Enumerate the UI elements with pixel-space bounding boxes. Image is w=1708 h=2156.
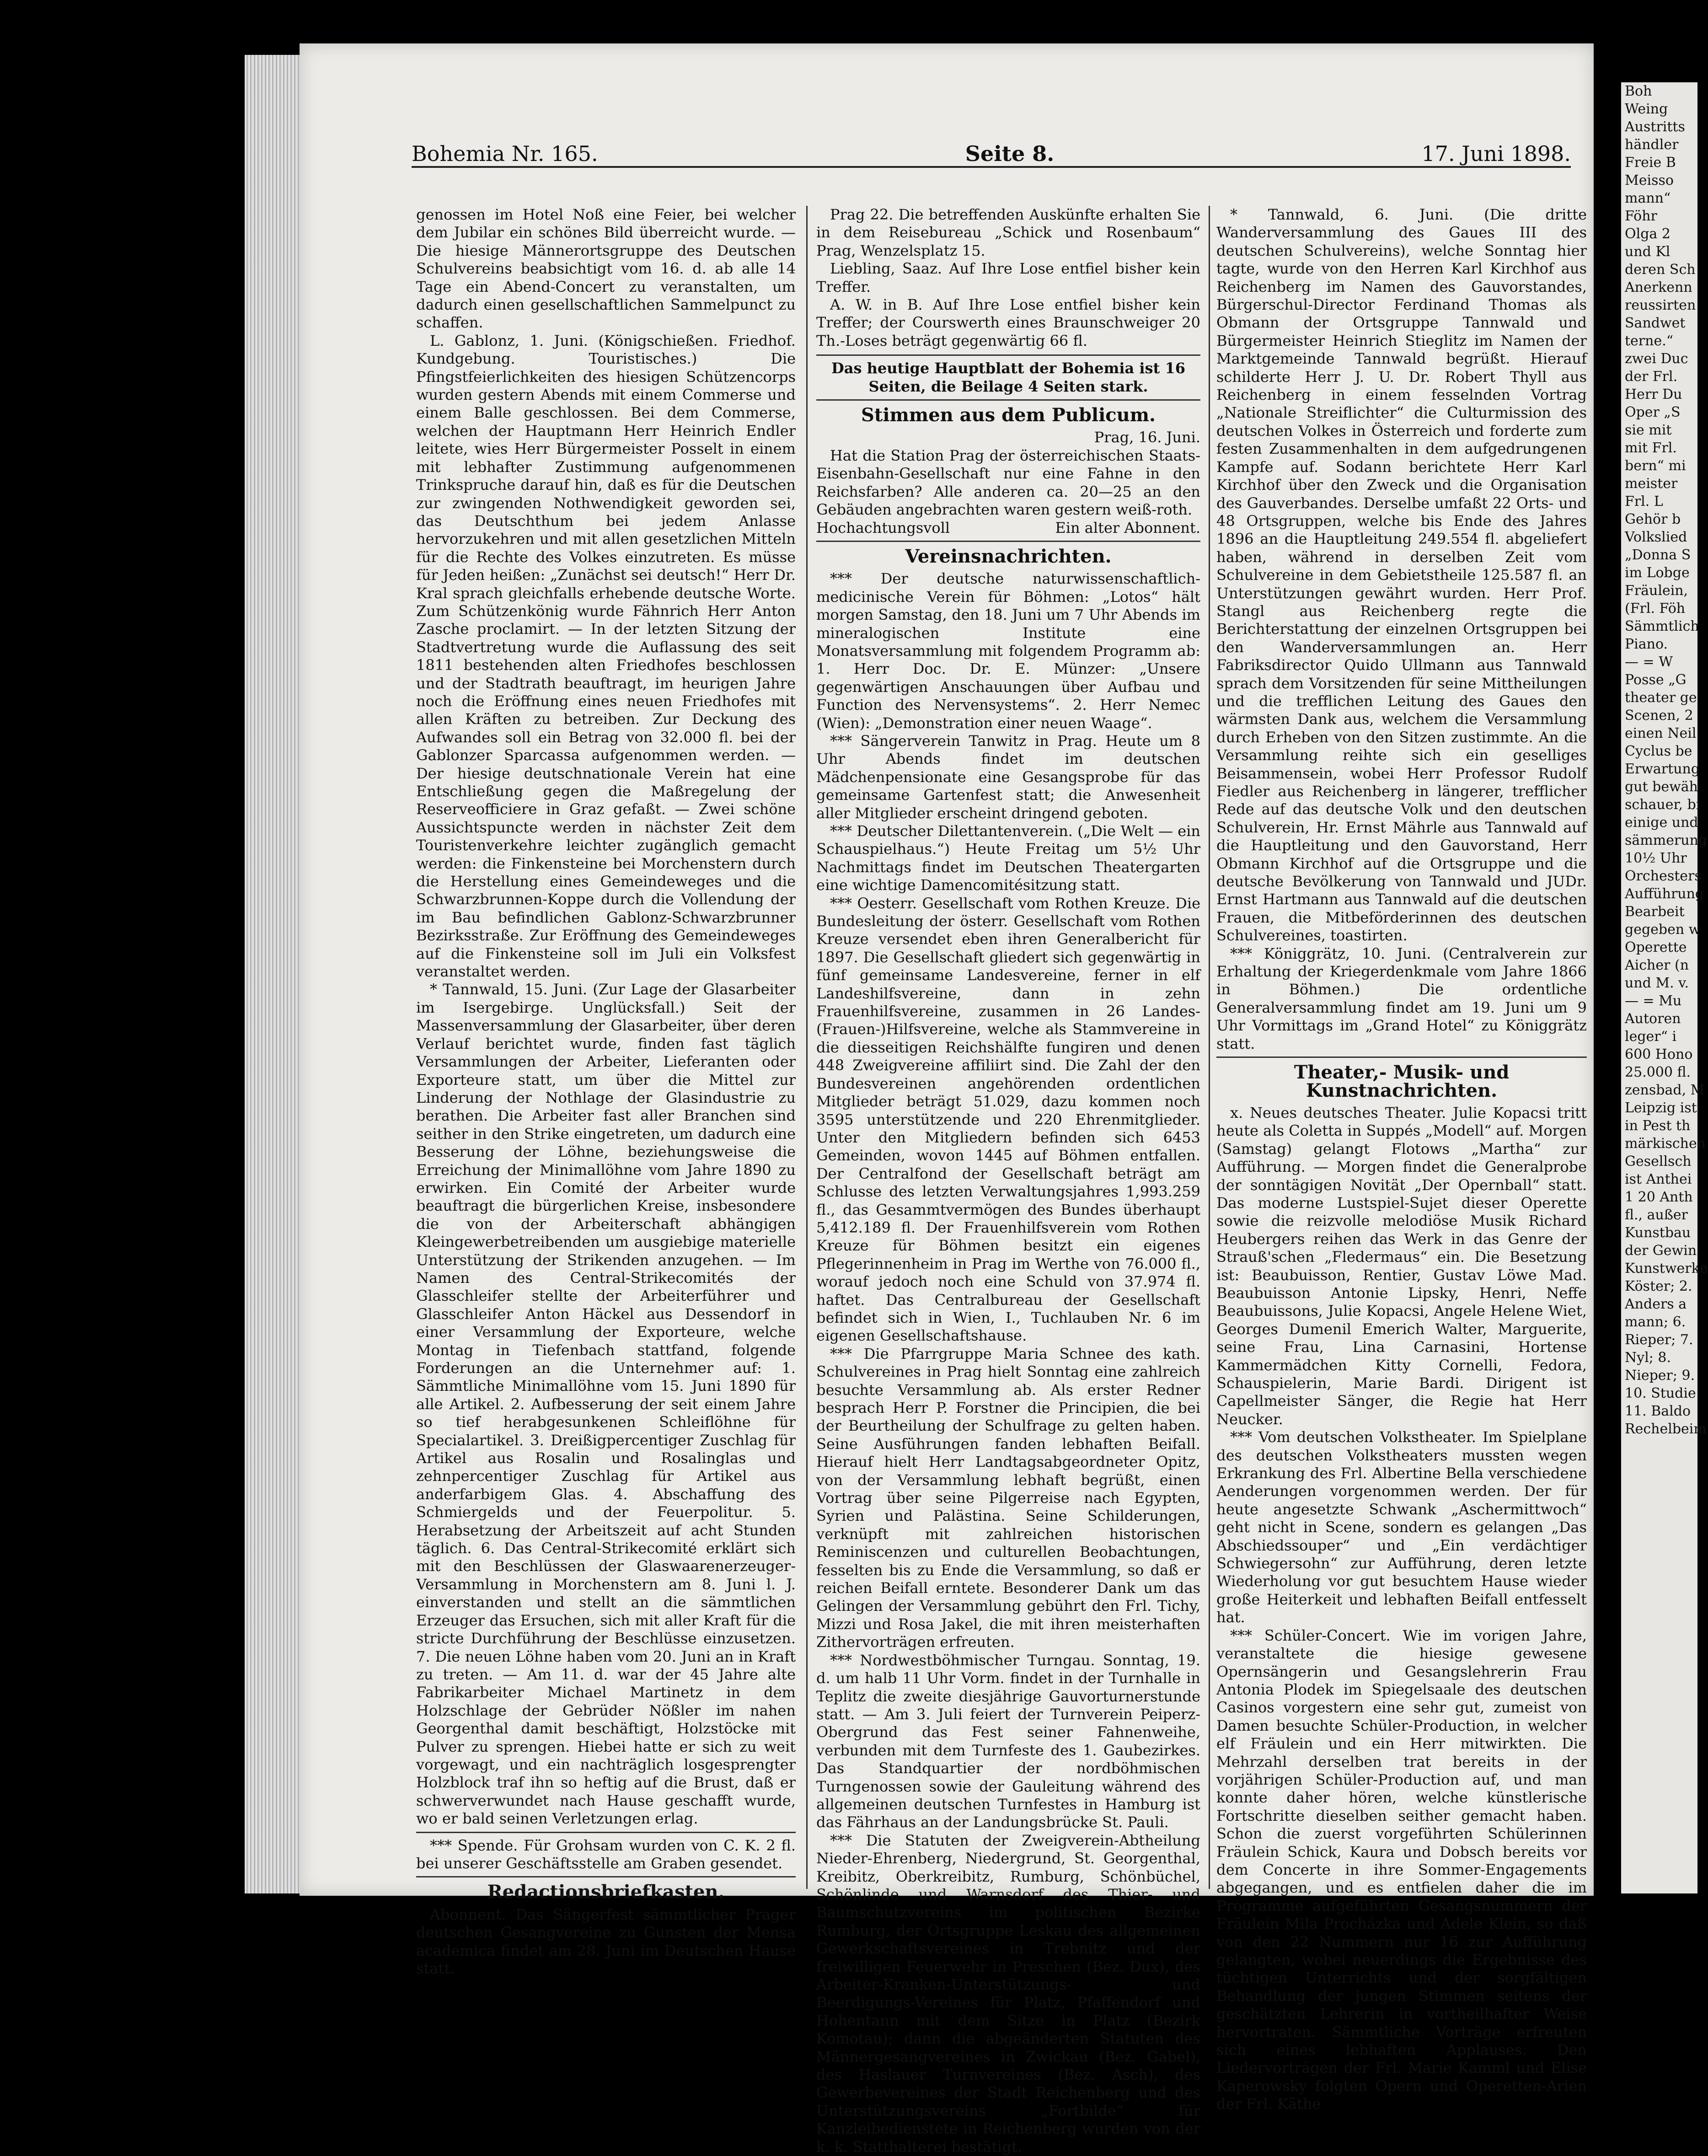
adjacent-page-line: Rieper; 7. [1625,1332,1693,1348]
article-volkstheater: *** Vom deutschen Volkstheater. Im Spielplane des deutschen Volkstheaters mussten wegen Erkrankung des Frl. Albertine Bella verschiedene Aenderungen vorgenommen werden. Der für heute angesetzte Schwank „Aschermittwoch“ geht nicht in Scene, sondern es gelangen „Das Abschiedssouper“ und „Ein verdächtiger Schwiegersohn“ zur Aufführung, deren letzte Wiederholung vor gut besuchtem Hause wieder große Heiterkeit und lebhaften Beifall entfesselt hat. [1216,1428,1587,1626]
column-1 [416,206,796,1977]
adjacent-page-line: einige und [1625,815,1698,831]
article-lotos: *** Der deutsche naturwissenschaftlich-medicinische Verein für Böhmen: „Lotos“ hält morgen Samstag, den 18. Juni um 7 Uhr Abends im mineralogischen Institute eine Monatsversammlung mit folgendem Programm ab: 1. Herr Doc. Dr. E. Münzer: „Unsere gegenwärtigen Anschauungen über Aufbau und Function des Nervensystems“. 2. Herr Nemec (Wien): „Demonstration einer neuen Waage“. [816,570,1200,732]
article-saengerverein: *** Sängerverein Tanwitz in Prag. Heute um 8 Uhr Abends findet im deutschen Mädchenpensionate eine Gesangsprobe für das gemeinsame Gartenfest statt; die Anwesenheit aller Mitglieder erscheint dringend geboten. [816,732,1200,822]
notice-page-count: Das heutige Hauptblatt der Bohemia ist 16 Seiten, die Beilage 4 Seiten stark. [816,354,1200,401]
letter-prag-22: Prag 22. Die betreffenden Auskünfte erhalten Sie in dem Reisebureau „Schick und Rosenbaum“ Prag, Wenzelsplatz 15. [816,206,1200,259]
adjacent-page-line: Gesellsch [1625,1153,1692,1169]
adjacent-page-line: Posse „G [1625,672,1687,688]
column-2 [816,206,1200,2156]
letter-aw-in-b: A. W. in B. Auf Ihre Lose entfiel bisher kein Treffer; der Courswerth eines Braunschweiger 20 Th.-Loses beträgt gegenwärtig 66 fl. [816,296,1200,349]
article-turngau: *** Nordwestböhmischer Turngau. Sonntag, 19. d. um halb 11 Uhr Vorm. findet in der Turnhalle in Teplitz die zweite diesjährige Gauvorturnerstunde statt. — Am 3. Juli feiert der Turnverein Peiperz-Obergrund das Fest seiner Fahnenweihe, verbunden mit dem Turnfeste des 1. Gaubezirkes. Das Standquartier der nordböhmischen Turngenossen sowie der Gauleitung während des allgemeinen deutschen Turnfestes in Hamburg ist das Fährhaus an der Landungsbrücke St. Pauli. [816,1651,1200,1831]
article-koeniggraetz: *** Königgrätz, 10. Juni. (Centralverein zur Erhaltung der Kriegerdenkmale vom Jahre 1866 in Böhmen.) Die ordentliche Generalversammlung findet am 19. Juni um 9 Uhr Vormittags im „Grand Hotel“ zu Königgrätz statt. [1216,944,1587,1052]
adjacent-page-line: gegeben w [1625,922,1701,938]
adjacent-page-line: im Lobge [1625,565,1690,581]
heading-redactionsbriefkasten: Redactionsbriefkasten. [487,1881,725,1903]
heading-vereinsnachrichten: Vereinsnachrichten. [905,545,1112,567]
dateline: Prag, 16. Juni. [1094,429,1200,446]
article-statuten: *** Die Statuten der Zweigverein-Abtheilung Nieder-Ehrenberg, Niedergrund, St. Georgenthal, Kreibitz, Oberkreibitz, Rumburg, Schönbüchel, Schönlinde und Warnsdorf des Thier- und Baumschutzvereins im politischen Bezirke Rumburg, der Ortsgruppe Leskau des allgemeinen Gewerkschaftsvereines in Trebnitz und der freiwilligen Feuerwehr in Preschen (Bez. Dux), des Arbeiter-Kranken-Unterstützungs- und Beerdigungs-Vereines für Platz, Pfaffendorf und Hohentann mit dem Sitze in Platz (Bezirk Komotau); dann die abgeänderten Statuten des Männergesangvereines in Zwickau (Bez. Gabel), des Haslauer Turnvereines (Bez. Asch), des Gewerbevereines der Stadt Reichenberg und des Unterstützungsvereins „Fortbilde“ für Kanzleibedienstete in Reichenberg wurden von der k. k. Statthalterei bestätigt. [816,1831,1200,2156]
signature-right: Ein alter Abonnent. [1055,519,1200,536]
adjacent-page-line: Erwartung [1625,761,1700,777]
header-page-number: Seite 8. [965,141,1055,166]
letter-signature [816,519,1200,537]
adjacent-page-line: Sandwet [1625,315,1686,331]
adjacent-page-line: und M. v. [1625,975,1689,991]
adjacent-page-line: Anders a [1625,1296,1687,1312]
adjacent-page-line: gut bewäh [1625,779,1698,795]
adjacent-page-line: Sämmtlich [1625,618,1699,634]
adjacent-page-line: Olga 2 [1625,226,1671,242]
adjacent-page-line: meister [1625,476,1678,492]
adjacent-page-line: Boh [1625,83,1652,99]
divider [416,1876,796,1877]
adjacent-page-line: Freie B [1625,155,1676,171]
column-rule [1209,206,1210,1889]
article-spende: *** Spende. Für Grohsam wurden von C. K. 2 fl. bei unserer Geschäftsstelle am Graben gesendet. [416,1836,796,1872]
adjacent-page-line: — = Mu [1625,993,1682,1009]
adjacent-page-line: bern“ mi [1625,458,1686,474]
article-rothes-kreuz: *** Oesterr. Gesellschaft vom Rothen Kreuze. Die Bundesleitung der österr. Gesellschaft vom Rothen Kreuze versendet eben ihren Generalbericht für 1897. Die Gesellschaft gliedert sich gegenwärtig in fünf gemeinsame Landesvereine, ferner in elf Landeshilfsvereine, dann in zehn Frauenhilfsvereine, zusammen in 26 Landes-(Frauen-)Hilfsvereine, welche als Stammvereine in die diesseitigen Reichshälfte fungiren und denen 448 Zweigvereine affiliirt sind. Die Zahl der den Bundesvereinen angehörenden ordentlichen Mitglieder beträgt 51.029, dazu kommen noch 3595 unterstützende und 220 Ehrenmitglieder. Unter den Mitgliedern befinden sich 6453 Gemeinden, wovon 1445 auf Böhmen entfallen. Der Centralfond der Gesellschaft beträgt am Schlusse des letzten Verwaltungsjahres 1,993.259 fl., das Gesammtvermögen des Bundes überhaupt 5,412.189 fl. Der Frauenhilfsverein vom Rothen Kreuze für Böhmen besitzt ein eigenes Pflegerinnenheim in Prag im Werthe von 76.000 fl., worauf jedoch noch eine Schuld von 37.974 fl. haftet. Das Centralbureau der Gesellschaft befindet sich in Wien, I., Tuchlauben Nr. 6 im eigenen Gesellschaftshause. [816,894,1200,1345]
adjacent-page-fragment [1621,82,1708,1893]
adjacent-page-line: mann“ [1625,190,1671,206]
column-3 [1216,206,1587,2113]
adjacent-page-line: der Frl. [1625,369,1678,385]
adjacent-page-line: Scenen, 2 [1625,708,1693,724]
divider [816,541,1200,542]
article-abonnent: Abonnent. Das Sängerfest sämmtlicher Prager deutschen Gesangvereine zu Gunsten der Mensa academica findet am 28. Juni im Deutschen Hause statt. [416,1905,796,1977]
header-title: Bohemia Nr. 165. [412,141,598,166]
adjacent-page-line: 600 Hono [1625,1046,1693,1062]
page-header [412,134,1571,168]
adjacent-page-line: Operette [1625,939,1687,955]
adjacent-page-line: ist Anthei [1625,1171,1692,1187]
adjacent-page-line: in Pest th [1625,1118,1691,1134]
adjacent-page-line: Köster; 2. [1625,1278,1692,1294]
adjacent-page-line: der Gewin [1625,1243,1697,1259]
adjacent-page-line: deren Sch [1625,262,1696,278]
divider [1216,1057,1587,1058]
article-schueler-concert: *** Schüler-Concert. Wie im vorigen Jahre, veranstaltete die hiesige gewesene Opernsängerin und Gesangslehrerin Frau Antonia Plodek im Spiegelsaale des deutschen Casinos vorgestern eine sehr gut, zumeist von Damen besuchte Schüler-Production, in welcher elf Fräulein und ein Herr mitwirkten. Die Mehrzahl derselben trat bereits in der vorjährigen Schüler-Production auf, und man konnte daher hören, welche künstlerische Fortschritte dieselben seither gemacht haben. Schon die zuerst vorgeführten Schülerinnen Fräulein Schick, Kaura und Dobsch bereits vor dem Concerte in ihre Sommer-Engagements abgegangen, und es entfielen daher die im Programme aufgeführten Gesangsnummern der Fräulein Mila Procházka und Adele Klein, so daß von den 22 Nummern nur 16 zur Aufführung gelangten, wobei neuerdings die Ergebnisse des tüchtigen Unterrichts und der sorgfältigen Behandlung der jungen Stimmen seitens der geschätzten Lehrerin in vortheilhafter Weise hervortraten. Sämmtliche Vorträge erfreuten sich eines lebhaften Applauses. Den Liedervorträgen der Frl. Marie Kamml und Elise Kaperowsky folgten Opern und Operetten-Arien der Frl. Käthe [1216,1626,1587,2113]
adjacent-page-line: Frl. L [1625,493,1663,510]
adjacent-page-line: leger“ i [1625,1029,1677,1045]
article-neues-theater: x. Neues deutsches Theater. Julie Kopacsi tritt heute als Coletta in Suppés „Modell“ auf. Morgen (Samstag) gelangt Flotows „Martha“ zur Aufführung. — Morgen findet die Generalprobe der sonntägigen Novität „Der Opernball“ statt. Das moderne Lustspiel-Sujet dieser Operette sowie die reizvolle melodiöse Musik Richard Heubergers reihen das Werk in das Genre der Strauß'schen „Fledermaus“ ein. Die Besetzung ist: Beaubuisson, Rentier, Gustav Löwe Mad. Beaubuisson Antonie Lipsky, Henri, Neffe Beaubuissons, Julie Kopacsi, Angele Helene Wiet, Georges Dumenil Emerich Walter, Marguerite, seine Frau, Lina Carnasini, Hortense Kammermädchen Kitty Cornelli, Fedora, Schauspielerin, Marie Bardi. Dirigent ist Capellmeister Sänger, die Regie hat Herr Neucker. [1216,1104,1587,1428]
adjacent-page-line: Orchesters [1625,868,1702,884]
adjacent-page-line: terne.“ [1625,333,1674,349]
adjacent-page-line: 10½ Uhr [1625,850,1687,866]
adjacent-page-line: Nieper; 9. [1625,1368,1695,1384]
heading-theater: Theater,- Musik- und Kunstnachrichten. [1294,1062,1510,1101]
newspaper-page [300,43,1594,2156]
adjacent-page-line: Föhr [1625,208,1657,224]
adjacent-page-line: Fräulein, [1625,583,1688,599]
adjacent-page-line: „Donna S [1625,547,1691,563]
header-date: 17. Juni 1898. [1421,141,1571,166]
adjacent-page-line: Aufführung [1625,886,1704,902]
adjacent-page-line: Oper „S [1625,404,1681,420]
letter-fahne: Hat die Station Prag der österreichischen Staats-Eisenbahn-Gesellschaft nur eine Fahne in den Reichsfarben? Alle anderen ca. 20—25 an den Gebäuden angebrachten waren gestern weiß-roth. [816,446,1200,519]
adjacent-page-line: mit Frl. [1625,440,1677,456]
adjacent-page-line: Bearbeit [1625,904,1685,920]
adjacent-page-line: Meisso [1625,172,1674,188]
adjacent-page-line: Anerkenn [1625,279,1692,295]
column-rule [806,206,808,1889]
adjacent-page-line: 25.000 fl. [1625,1064,1691,1080]
article-gablonz: L. Gablonz, 1. Juni. (Königschießen. Friedhof. Kundgebung. Touristisches.) Die Pfingstfeierlichkeiten des hiesigen Schützencorps wurden gestern Abends mit einem Commerse und einem Balle geschlossen. Bei dem Commerse, welchen der Hauptmann Herr Heinrich Endler leitete, wies Herr Bürgermeister Posselt in einem mit lebhafter Zustimmung aufgenommenen Trinkspruche darauf hin, daß es für die Deutschen zur zwingenden Nothwendigkeit geworden sei, das Deutschthum bei jedem Anlasse hervorzukehren und mit allen gesetzlichen Mitteln für die Rechte des Volkes einzutreten. Es müsse für Jeden heißen: „Zunächst sei deutsch!“ Herr Dr. Kral sprach gleichfalls erhebende deutsche Worte. Zum Schützenkönig wurde Fähnrich Herr Anton Zasche proclamirt. — In der letzten Sitzung der Stadtvertretung wurde die Auflassung des seit 1811 bestehenden alten Friedhofes beschlossen und der Stadtrath beauftragt, im heurigen Jahre noch die Eröffnung eines neuen Friedhofes mit allen Kräften zu betreiben. Zur Deckung des Aufwandes soll ein Betrag von 32.000 fl. bei der Gablonzer Sparcassa aufgenommen werden. — Der hiesige deutschnationale Verein hat eine Entschließung gegen die Maßregelung der Reserveofficiere in Graz gefaßt. — Zwei schöne Aussichtspuncte werden in nächster Zeit dem Touristenverkehre leichter zugänglich gemacht werden: die Finkensteine bei Morchenstern durch die Herstellung eines Gemeindeweges und die Schwarzbrunnen-Koppe durch die Vollendung der im Bau befindlichen Gablonz-Schwarzbrunner Bezirksstraße. Zur Eröffnung des Gemeindeweges auf die Finkensteine soll im Juli ein Volksfest veranstaltet werden. [416,332,796,981]
adjacent-page-line: Herr Du [1625,386,1682,402]
adjacent-page-line: schauer, bi [1625,797,1701,813]
adjacent-page-line: (Frl. Föh [1625,601,1686,617]
adjacent-page-line: Rechelbeim [1625,1421,1707,1437]
adjacent-page-line: zensbad, M [1625,1082,1705,1098]
adjacent-page-line: sämmerung [1625,832,1708,848]
adjacent-page-line: Nyl; 8. [1625,1350,1671,1366]
adjacent-page-line: Weing [1625,101,1668,117]
adjacent-page-line: Autoren [1625,1011,1681,1027]
adjacent-page-line: einen Neil [1625,725,1697,741]
adjacent-page-line: und Kl [1625,244,1671,260]
adjacent-page-line: händler [1625,137,1679,153]
adjacent-page-line: Kunstbau [1625,1225,1691,1241]
adjacent-page-line: 11. Baldo [1625,1403,1691,1419]
adjacent-page-line: — = W [1625,654,1673,670]
heading-stimmen: Stimmen aus dem Publicum. [861,404,1156,426]
adjacent-page-line: Gehör b [1625,511,1681,527]
adjacent-page-line: märkischen [1625,1136,1706,1152]
adjacent-page-line: theater ge [1625,690,1697,706]
article-dilettantenverein: *** Deutscher Dilettantenverein. („Die Welt — ein Schauspielhaus.“) Heute Freitag um 5½ Uhr Nachmittags findet im Deutschen Theatergarten eine wichtige Damencomitésitzung statt. [816,822,1200,894]
adjacent-page-line: Volkslied [1625,529,1687,545]
article-tannwald-glasarbeiter: * Tannwald, 15. Juni. (Zur Lage der Glasarbeiter im Isergebirge. Unglücksfall.) Seit der Massenversammlung der Glasarbeiter, über deren Verlauf berichtet wurde, finden fast täglich Versammlungen der Arbeiter, Lieferanten oder Exporteure statt, um über die Mittel zur Linderung der Nothlage der Glasindustrie zu berathen. Die Arbeiter fast aller Branchen sind seither in den Strike eingetreten, um dadurch eine Besserung der Löhne, beziehungsweise die Erreichung der Minimallöhne vom Jahre 1890 zu erwirken. Ein Comité der Arbeiter wurde beauftragt die bürgerlichen Kreise, insbesondere die von der Arbeiterschaft abhängigen Kleingewerbetreibenden um ausgiebige materielle Unterstützung der Strikenden anzugehen. — Im Namen des Central-Strikecomités der Glasschleifer stellte der Arbeiterführer und Glasschleifer Anton Häckel aus Dessendorf in einer Versammlung der Exporteure, welche Montag in Tiefenbach stattfand, folgende Forderungen an die Unternehmer auf: 1. Sämmtliche Minimallöhne vom 15. Juni 1890 für alle Artikel. 2. Aufbesserung der seit einem Jahre so tief herabgesunkenen Schleiflöhne für Specialartikel. 3. Dreißigpercentiger Zuschlag für Artikel aus Rosalin und Rosalinglas und zehnpercentiger Zuschlag für Artikel aus anderfarbigem Glas. 4. Abschaffung des Schmiergelds und der Feuerpolitur. 5. Herabsetzung der Arbeitszeit auf acht Stunden täglich. 6. Das Central-Strikecomité erklärt sich mit den Beschlüssen der Glaswaarenerzeuger-Versammlung in Morchenstern am 8. Juni l. J. einverstanden und stellt an die sämmtlichen Erzeuger das Ersuchen, sich mit aller Kraft für die stricte Durchführung der Beschlüsse einzusetzen. 7. Die neuen Löhne haben vom 20. Juni an in Kraft zu treten. — Am 11. d. war der 45 Jahre alte Fabrikarbeiter Michael Martinetz in dem Holzschlage der Gebrüder Nößler im nahen Georgenthal damit beschäftigt, Holzstöcke mit Pulver zu sprengen. Hiebei hatte er sich zu weit vorgewagt, und ein nachträglich losgesprengter Holzblock traf ihn so heftig auf die Brust, daß er schwerverwundet nach Hause geschafft wurde, wo er bald seinen Verletzungen erlag. [416,981,796,1828]
adjacent-page-line: Leipzig ist [1625,1100,1697,1116]
adjacent-page-line: zwei Duc [1625,351,1688,367]
signature-left: Hochachtungsvoll [816,519,950,536]
divider [416,1832,796,1833]
adjacent-page-line: sie mit [1625,422,1672,438]
article-tannwald-schulverein: * Tannwald, 6. Juni. (Die dritte Wanderversammlung des Gaues III des deutschen Schulvereins), welche Sonntag hier tagte, wurde von den Herren Karl Kirchhof aus Reichenberg im Namen des Gauvorstandes, Bürgerschul-Director Ferdinand Thomas als Obmann der Ortsgruppe Tannwald und Bürgermeister Heinrich Stieglitz im Namen der Marktgemeinde Tannwald begrüßt. Hierauf schilderte Herr J. U. Dr. Robert Thyll aus Reichenberg in einem fesselnden Vortrag „Nationale Streiflichter“ die Culturmission des deutschen Volkes in Österreich und forderte zum festen Zusammenhalten in dem aufgedrungenen Kampfe auf. Sodann berichtete Herr Karl Kirchhof über den Zweck und die Organisation des Gauverbandes. Derselbe umfaßt 22 Orts- und 48 Ortsgruppen, welche bis Ende des Jahres 1896 an die Hauptleitung 249.554 fl. abgeliefert haben, während in derselben Zeit vom Schulvereine in dem Gebietstheile 125.587 fl. an Unterstützungen gewährt wurden. Herr Prof. Stangl aus Reichenberg regte die Berichterstattung der einzelnen Ortsgruppen bei den Wanderversammlungen an. Herr Fabriksdirector Quido Ullmann aus Tannwald sprach dem Vorsitzenden für seine Mittheilungen und die trefflichen Leitung des Gaues den wärmsten Dank aus, welchem die Versammlung durch Erheben von den Sitzen zustimmte. An die Versammlung reihte sich ein geselliges Beisammensein, wobei Herr Professor Rudolf Fiedler aus Reichenberg in längerer, trefflicher Rede auf das deutsche Volk und den deutschen Schulverein, Hr. Ernst Mährle aus Tannwald auf die Hauptleitung und den Gauvorstand, Herr Obmann Kirchhof auf die Ortsgruppe und die deutsche Bevölkerung von Tannwald und JUDr. Ernst Hartmann aus Tannwald auf die deutschen Frauen, die Mitbeförderinnen des deutschen Schulvereines, toastirten. [1216,206,1587,944]
adjacent-page-line: 10. Studie [1625,1385,1696,1401]
article-pfarrgruppe: *** Die Pfarrgruppe Maria Schnee des kath. Schulvereines in Prag hielt Sonntag eine zahlreich besuchte Versammlung ab. Als erster Redner besprach Herr P. Forstner die Principien, die bei der Beurtheilung der Schulfrage zu gelten haben. Seine Ausführungen fanden lebhaften Beifall. Hierauf hielt Herr Landtagsabgeordneter Opitz, von der Versammlung lebhaft begrüßt, einen Vortrag über seine Pilgerreise nach Egypten, Syrien und Palästina. Seine Schilderungen, verknüpft mit zahlreichen historischen Reminiscenzen und culturellen Beobachtungen, fesselten bis zu Ende die Versammlung, so daß er reichen Beifall erntete. Besonderer Dank um das Gelingen der Versammlung gebührt den Frl. Tichy, Mizzi und Rosa Jakel, die mit ihren meisterhaften Zithervorträgen erfreuten. [816,1345,1200,1651]
adjacent-page-line: reussirten [1625,297,1696,313]
adjacent-page-line: Aicher (n [1625,957,1689,973]
adjacent-page-line: Kunstwerke [1625,1260,1708,1276]
adjacent-page-line: Cyclus be [1625,743,1692,759]
adjacent-page-line: Austritts [1625,119,1685,135]
letter-liebling: Liebling, Saaz. Auf Ihre Lose entfiel bisher kein Treffer. [816,260,1200,295]
adjacent-page-line: fl., außer [1625,1207,1688,1223]
article-hotel-noss: genossen im Hotel Noß eine Feier, bei welcher dem Jubilar ein schönes Bild überreicht wurde. — Die hiesige Männerortsgruppe des Deutschen Schulvereins beabsichtigt vom 16. d. ab alle 14 Tage ein Abend-Concert zu veranstalten, um dadurch einen gesellschaftlichen Sammelpunct zu schaffen. [416,206,796,332]
adjacent-page-line: Piano. [1625,636,1668,652]
adjacent-page-line: mann; 6. [1625,1314,1686,1330]
adjacent-page-line: 1 20 Anth [1625,1189,1693,1205]
